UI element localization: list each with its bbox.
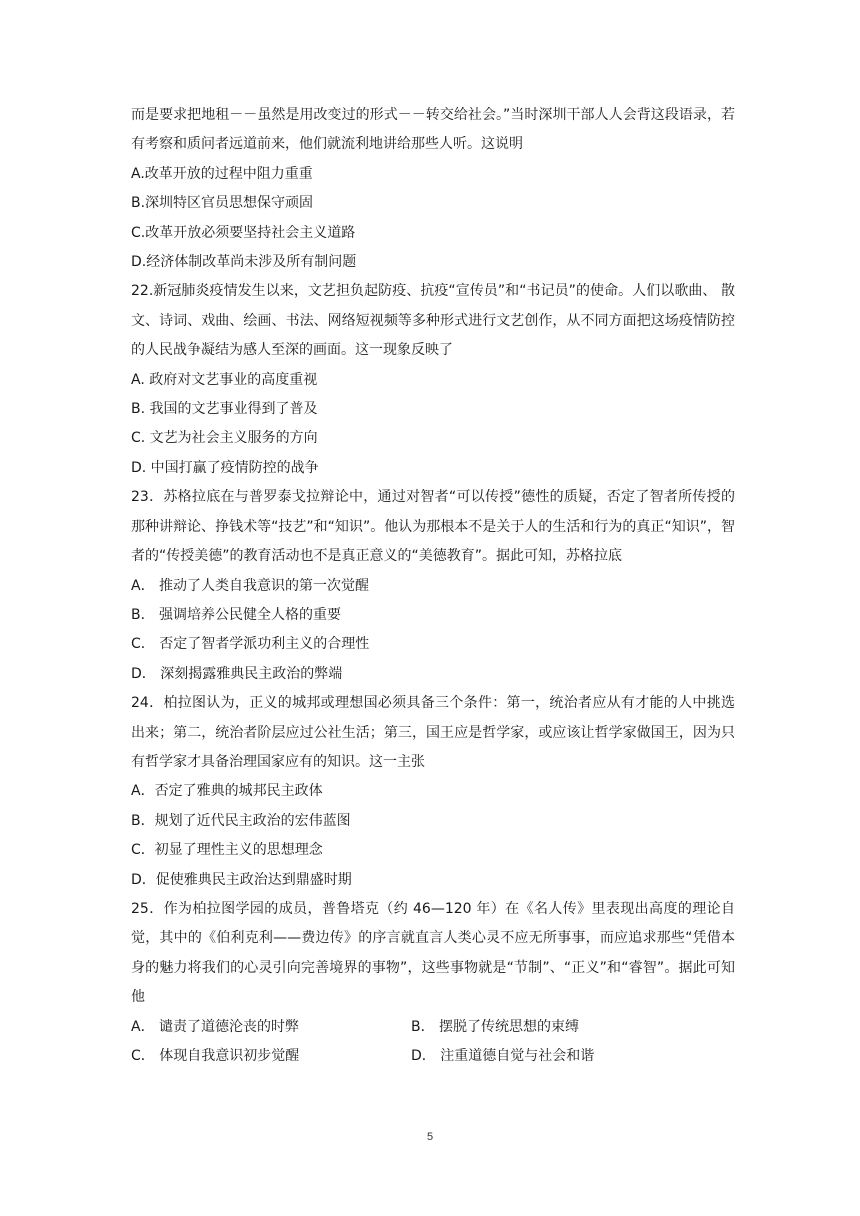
question-stem: 22.新冠肺炎疫情发生以来，文艺担负起防疫、抗疫“宣传员”和“书记员”的使命。人们以歌曲、 散文、诗词、戏曲、绘画、书法、网络短视频等多种形式进行文艺创作，从不同方面把这场疫情防控的人民战争凝结为感人至深的画面。这一现象反映了 bbox=[131, 283, 735, 359]
option-b: B． 强调培养公民健全人格的重要 bbox=[131, 606, 342, 623]
option-d: D．促使雅典民主政治达到鼎盛时期 bbox=[131, 871, 352, 888]
question-stem: 25．作为柏拉图学园的成员，普鲁塔克（约 46—120 年）在《名人传》里表现出高度的理论自觉，其中的《伯利克利——费边传》的序言就直言人类心灵不应无所事事，而应追求那些“凭借本身的魅力将我们的心灵引向完善境界的事物”，这些事物就是“节制”、“正义”和“睿智”。据此可知他 bbox=[131, 900, 735, 1006]
options-row-2 bbox=[131, 1042, 735, 1071]
question-24 bbox=[131, 689, 735, 895]
option-d: D． 注重道德自觉与社会和谐 bbox=[411, 1048, 595, 1064]
option-a: A． 推动了人类自我意识的第一次觉醒 bbox=[131, 577, 370, 594]
option-d: D. 中国打赢了疫情防控的战争 bbox=[131, 459, 319, 476]
option-c: C.改革开放必须要坚持社会主义道路 bbox=[131, 224, 356, 241]
page-content bbox=[131, 101, 735, 1071]
options-row-1 bbox=[131, 1013, 735, 1042]
question-23 bbox=[131, 483, 735, 689]
question-25 bbox=[131, 895, 735, 1071]
question-22 bbox=[131, 277, 735, 483]
option-b: B. 我国的文艺事业得到了普及 bbox=[131, 401, 318, 418]
option-a: A．否定了雅典的城邦民主政体 bbox=[131, 783, 323, 800]
option-b: B． 摆脱了传统思想的束缚 bbox=[411, 1018, 580, 1035]
page-number: 5 bbox=[426, 1131, 434, 1143]
option-b: B．规划了近代民主政治的宏伟蓝图 bbox=[131, 812, 351, 829]
option-d: D． 深刻揭露雅典民主政治的弊端 bbox=[131, 665, 343, 682]
option-a: A. 政府对文艺事业的高度重视 bbox=[131, 371, 318, 388]
question-stem: 而是要求把地租－－虽然是用改变过的形式－－转交给社会。”当时深圳干部人人会背这段语录，若有考察和质问者远道前来，他们就流利地讲给那些人听。这说明 bbox=[131, 107, 735, 153]
option-c: C． 否定了智者学派功利主义的合理性 bbox=[131, 636, 370, 653]
question-stem: 23．苏格拉底在与普罗泰戈拉辩论中，通过对智者“可以传授”德性的质疑，否定了智者所传授的那种讲辩论、挣钱术等“技艺”和“知识”。他认为那根本不是关于人的生活和行为的真正“知识”，智者的“传授美德”的教育活动也不是真正意义的“美德教育”。据此可知，苏格拉底 bbox=[131, 489, 735, 565]
option-a: A． 谴责了道德沦丧的时弊 bbox=[131, 1018, 300, 1035]
option-c: C． 体现自我意识初步觉醒 bbox=[131, 1048, 300, 1064]
question-21-continuation bbox=[131, 101, 735, 277]
question-stem: 24．柏拉图认为，正义的城邦或理想国必须具备三个条件：第一，统治者应从有才能的人中挑选出来；第二，统治者阶层应过公社生活；第三，国王应是哲学家，或应该让哲学家做国王，因为只有哲学家才具备治理国家应有的知识。这一主张 bbox=[131, 695, 735, 770]
option-c: C．初显了理性主义的思想理念 bbox=[131, 842, 323, 859]
option-b: B.深圳特区官员思想保守顽固 bbox=[131, 195, 314, 212]
option-d: D.经济体制改革尚未涉及所有制问题 bbox=[131, 254, 357, 271]
option-c: C. 文艺为社会主义服务的方向 bbox=[131, 430, 318, 447]
option-a: A.改革开放的过程中阻力重重 bbox=[131, 165, 313, 182]
